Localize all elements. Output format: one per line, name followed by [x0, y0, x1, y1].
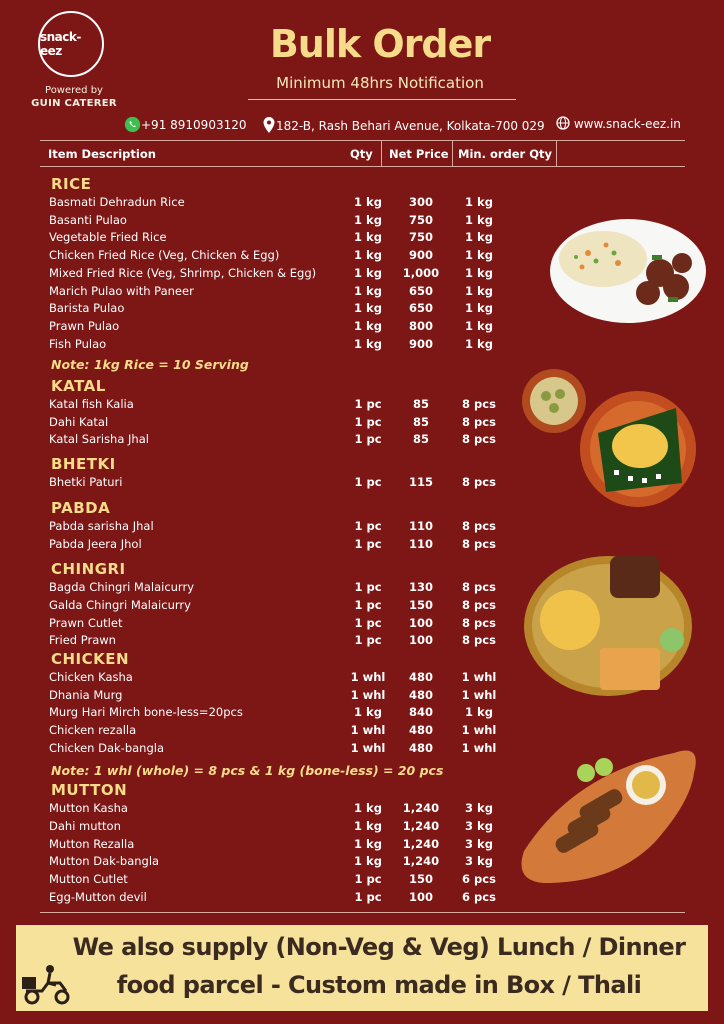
whatsapp-icon — [124, 116, 141, 133]
menu-item-min-qty: 6 pcs — [462, 872, 496, 887]
menu-item-name: Vegetable Fried Rice — [49, 230, 167, 245]
menu-item-price: 900 — [408, 336, 433, 351]
menu-item-price: 100 — [408, 633, 433, 648]
menu-item-name: Marich Pulao with Paneer — [49, 283, 194, 298]
menu-item-name: Prawn Pulao — [49, 318, 120, 333]
page-subtitle: Minimum 48hrs Notification — [276, 74, 484, 92]
menu-item-min-qty: 8 pcs — [462, 519, 496, 533]
menu-item-price: 1,240 — [402, 818, 440, 833]
menu-item-price: 130 — [408, 580, 433, 594]
chicken-note: Note: 1 whl (whole) = 8 pcs & 1 kg (bone-less) = 20 pcs — [51, 763, 444, 778]
menu-item-qty: 1 pc — [354, 414, 382, 429]
header-min-order-qty: Min. order Qty — [458, 147, 552, 161]
menu-item-price: 100 — [408, 890, 433, 904]
rice-plate-image — [548, 215, 708, 327]
section-heading: MUTTON — [51, 781, 128, 799]
menu-item-qty: 1 kg — [354, 283, 382, 298]
header-top-rule — [40, 140, 685, 141]
menu-item-name: Mutton Kasha — [49, 801, 128, 815]
menu-item-qty: 1 kg — [354, 301, 382, 316]
menu-item-qty: 1 kg — [354, 195, 382, 209]
menu-item-price: 85 — [412, 414, 429, 429]
paturi-plate-image — [578, 388, 698, 510]
menu-item-qty: 1 pc — [354, 580, 382, 594]
menu-item-min-qty: 8 pcs — [462, 414, 496, 429]
menu-item-name: Chicken Kasha — [49, 670, 133, 684]
menu-item-min-qty: 8 pcs — [462, 397, 496, 411]
section-heading: KATAL — [51, 377, 106, 395]
header-divider — [381, 140, 382, 166]
section-heading: CHICKEN — [51, 650, 130, 668]
menu-item-price: 750 — [408, 212, 433, 227]
menu-item-name: Mixed Fried Rice (Veg, Shrimp, Chicken & Egg) — [49, 265, 317, 280]
phone-contact[interactable] — [124, 116, 247, 133]
menu-item-name: Basmati Dehradun Rice — [49, 195, 185, 209]
powered-line1: Powered by — [45, 85, 103, 96]
location-pin-icon — [262, 116, 276, 134]
menu-item-min-qty: 6 pcs — [462, 890, 496, 904]
menu-item-min-qty: 1 whl — [461, 723, 497, 738]
menu-item-min-qty: 8 pcs — [462, 475, 496, 489]
powered-by — [30, 84, 118, 110]
globe-icon — [556, 116, 570, 130]
menu-item-price: 300 — [408, 195, 433, 209]
menu-item-qty: 1 kg — [354, 705, 382, 720]
menu-item-name: Dahi mutton — [49, 818, 121, 833]
menu-item-name: Mutton Cutlet — [49, 872, 128, 887]
menu-item-qty: 1 pc — [354, 597, 382, 612]
menu-item-price: 110 — [408, 536, 433, 551]
website-text: www.snack-eez.in — [573, 117, 681, 131]
menu-item-min-qty: 1 whl — [461, 687, 497, 702]
menu-item-min-qty: 3 kg — [465, 818, 493, 833]
menu-item-name: Fried Prawn — [49, 633, 116, 648]
website-contact[interactable] — [556, 116, 681, 131]
menu-item-name: Mutton Rezalla — [49, 836, 135, 851]
menu-item-name: Galda Chingri Malaicurry — [49, 597, 191, 612]
menu-item-min-qty: 8 pcs — [462, 432, 496, 447]
title-underline — [248, 99, 516, 100]
section-heading: RICE — [51, 175, 92, 193]
menu-item-qty: 1 kg — [354, 818, 382, 833]
menu-item-qty: 1 whl — [350, 723, 386, 738]
header-item-description: Item Description — [48, 147, 156, 161]
menu-item-min-qty: 3 kg — [465, 836, 493, 851]
section-heading: PABDA — [51, 499, 111, 517]
menu-item-name: Bagda Chingri Malaicurry — [49, 580, 194, 594]
logo-name: snack-eez — [40, 30, 81, 58]
menu-item-price: 1,000 — [402, 265, 440, 280]
menu-item-min-qty: 8 pcs — [462, 633, 496, 648]
header-qty: Qty — [350, 147, 373, 161]
menu-item-min-qty: 1 whl — [461, 740, 497, 755]
menu-item-price: 1,240 — [402, 854, 440, 869]
menu-item-min-qty: 8 pcs — [462, 580, 496, 594]
menu-item-qty: 1 whl — [350, 670, 386, 684]
cutlet-fish-plate-image — [514, 733, 708, 889]
chingri-thali-image — [522, 548, 694, 698]
promo-line1: We also supply (Non-Veg & Veg) Lunch / Dinner — [72, 933, 686, 961]
menu-item-name: Chicken Fried Rice (Veg, Chicken & Egg) — [49, 248, 280, 263]
menu-item-qty: 1 kg — [354, 854, 382, 869]
menu-item-price: 150 — [408, 872, 433, 887]
menu-item-min-qty: 1 kg — [465, 265, 493, 280]
menu-item-name: Fish Pulao — [49, 336, 107, 351]
menu-item-min-qty: 1 kg — [465, 195, 493, 209]
menu-item-qty: 1 pc — [354, 397, 382, 411]
menu-item-qty: 1 pc — [354, 890, 382, 904]
menu-item-min-qty: 3 kg — [465, 854, 493, 869]
menu-item-name: Katal Sarisha Jhal — [49, 432, 149, 447]
menu-item-price: 110 — [408, 519, 433, 533]
menu-item-min-qty: 1 whl — [461, 670, 497, 684]
menu-item-price: 85 — [412, 397, 429, 411]
menu-item-name: Pabda sarisha Jhal — [49, 519, 154, 533]
address-text: 182-B, Rash Behari Avenue, Kolkata-700 029 — [276, 119, 545, 133]
menu-item-price: 115 — [408, 475, 433, 489]
section-heading: CHINGRI — [51, 560, 126, 578]
menu-item-name: Dahi Katal — [49, 414, 109, 429]
menu-item-qty: 1 kg — [354, 248, 382, 263]
menu-item-qty: 1 kg — [354, 836, 382, 851]
menu-item-price: 840 — [408, 705, 433, 720]
header-net-price: Net Price — [389, 147, 449, 161]
menu-item-min-qty: 1 kg — [465, 301, 493, 316]
menu-item-min-qty: 8 pcs — [462, 597, 496, 612]
menu-item-price: 650 — [408, 283, 433, 298]
menu-item-name: Basanti Pulao — [49, 212, 127, 227]
menu-item-min-qty: 1 kg — [465, 212, 493, 227]
menu-item-qty: 1 pc — [354, 633, 382, 648]
rice-note: Note: 1kg Rice = 10 Serving — [51, 357, 249, 372]
menu-item-min-qty: 1 kg — [465, 230, 493, 245]
menu-item-name: Bhetki Paturi — [49, 475, 123, 489]
menu-item-name: Chicken Dak-bangla — [49, 740, 164, 755]
menu-item-name: Egg-Mutton devil — [49, 890, 147, 904]
menu-item-price: 480 — [408, 740, 433, 755]
menu-item-price: 800 — [408, 318, 433, 333]
menu-item-qty: 1 whl — [350, 687, 386, 702]
header-divider — [452, 140, 453, 166]
menu-item-qty: 1 whl — [350, 740, 386, 755]
phone-number: +91 8910903120 — [141, 118, 247, 132]
address-contact — [262, 116, 545, 134]
menu-item-min-qty: 8 pcs — [462, 615, 496, 630]
brand-logo — [38, 11, 104, 77]
menu-item-price: 1,240 — [402, 836, 440, 851]
menu-item-min-qty: 1 kg — [465, 336, 493, 351]
menu-item-name: Chicken rezalla — [49, 723, 137, 738]
menu-item-price: 750 — [408, 230, 433, 245]
menu-item-qty: 1 pc — [354, 475, 382, 489]
powered-line2: GUIN CATERER — [31, 98, 117, 109]
header-divider — [556, 140, 557, 166]
menu-item-price: 900 — [408, 248, 433, 263]
menu-item-min-qty: 8 pcs — [462, 536, 496, 551]
menu-item-name: Pabda Jeera Jhol — [49, 536, 142, 551]
menu-item-qty: 1 kg — [354, 801, 382, 815]
menu-item-qty: 1 kg — [354, 212, 382, 227]
menu-item-min-qty: 1 kg — [465, 318, 493, 333]
menu-item-name: Mutton Dak-bangla — [49, 854, 160, 869]
menu-item-price: 480 — [408, 723, 433, 738]
menu-item-min-qty: 1 kg — [465, 705, 493, 720]
menu-item-min-qty: 1 kg — [465, 248, 493, 263]
menu-item-qty: 1 kg — [354, 230, 382, 245]
menu-item-name: Katal fish Kalia — [49, 397, 134, 411]
menu-item-name: Barista Pulao — [49, 301, 125, 316]
section-heading: BHETKI — [51, 455, 116, 473]
menu-item-qty: 1 pc — [354, 432, 382, 447]
menu-item-name: Prawn Cutlet — [49, 615, 123, 630]
menu-item-qty: 1 pc — [354, 536, 382, 551]
menu-item-min-qty: 1 kg — [465, 283, 493, 298]
menu-item-name: Murg Hari Mirch bone-less=20pcs — [49, 705, 243, 720]
promo-line2: food parcel - Custom made in Box / Thali — [116, 971, 642, 999]
menu-item-name: Dhania Murg — [49, 687, 123, 702]
menu-item-price: 150 — [408, 597, 433, 612]
header-bottom-rule — [40, 166, 685, 167]
menu-item-price: 85 — [412, 432, 429, 447]
menu-item-price: 480 — [408, 687, 433, 702]
menu-item-qty: 1 pc — [354, 872, 382, 887]
menu-item-qty: 1 pc — [354, 519, 382, 533]
menu-item-qty: 1 kg — [354, 336, 382, 351]
promo-banner-text — [50, 928, 708, 1004]
page-title: Bulk Order — [269, 22, 491, 66]
menu-item-min-qty: 3 kg — [465, 801, 493, 815]
menu-item-qty: 1 kg — [354, 265, 382, 280]
menu-item-price: 1,240 — [402, 801, 440, 815]
menu-item-price: 650 — [408, 301, 433, 316]
table-bottom-rule — [40, 912, 685, 913]
menu-item-price: 100 — [408, 615, 433, 630]
menu-item-qty: 1 pc — [354, 615, 382, 630]
menu-item-qty: 1 kg — [354, 318, 382, 333]
menu-item-price: 480 — [408, 670, 433, 684]
